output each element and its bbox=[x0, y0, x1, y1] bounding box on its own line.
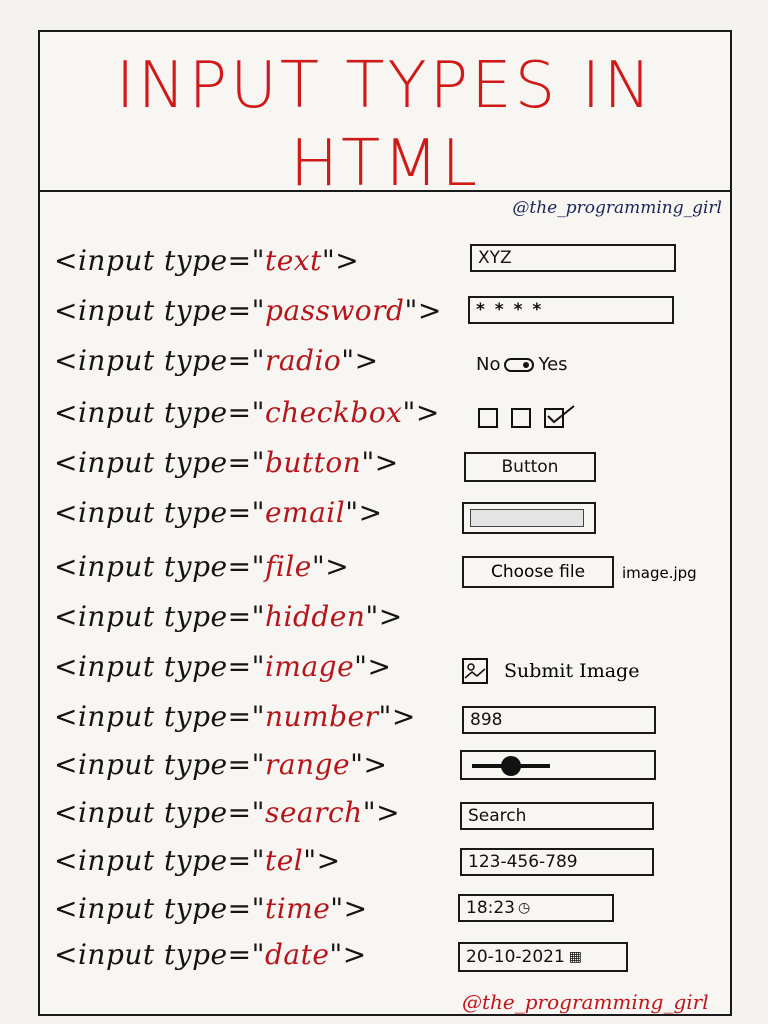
submit-image-label: Submit Image bbox=[504, 660, 640, 682]
author-handle-bottom: @the_programming_girl bbox=[462, 990, 709, 1014]
email-inner-field bbox=[470, 509, 584, 527]
author-handle-top: @the_programming_girl bbox=[512, 198, 722, 218]
search-input-demo[interactable]: Search bbox=[460, 802, 654, 830]
code-snippet: <input type="hidden"> bbox=[54, 600, 403, 633]
text-input-demo[interactable]: XYZ bbox=[470, 244, 676, 272]
code-snippet: <input type="tel"> bbox=[54, 844, 341, 877]
checkbox-2[interactable] bbox=[511, 408, 531, 428]
code-snippet: <input type="file"> bbox=[54, 550, 350, 583]
radio-label-no: No bbox=[476, 354, 501, 375]
code-snippet: <input type="button"> bbox=[54, 446, 399, 479]
calendar-icon: ▦ bbox=[568, 949, 583, 965]
radio-label-yes: Yes bbox=[538, 354, 568, 375]
code-snippet: <input type="email"> bbox=[54, 496, 383, 529]
date-input-demo[interactable] bbox=[458, 942, 628, 972]
range-input-demo[interactable] bbox=[460, 750, 656, 780]
notebook-sheet bbox=[38, 30, 732, 1016]
title-block bbox=[40, 32, 730, 201]
checkbox-1[interactable] bbox=[478, 408, 498, 428]
file-name-label: image.jpg bbox=[622, 564, 697, 582]
code-snippet: <input type="checkbox"> bbox=[54, 396, 440, 429]
code-snippet: <input type="date"> bbox=[54, 938, 367, 971]
code-snippet: <input type="range"> bbox=[54, 748, 388, 781]
image-submit-demo[interactable] bbox=[462, 658, 672, 688]
code-snippet: <input type="password"> bbox=[54, 294, 442, 327]
range-thumb[interactable] bbox=[501, 756, 521, 776]
radio-demo[interactable] bbox=[476, 354, 568, 375]
radio-toggle[interactable] bbox=[504, 358, 534, 372]
password-input-demo[interactable]: * * * * bbox=[468, 296, 674, 324]
image-icon bbox=[462, 658, 488, 684]
choose-file-button[interactable]: Choose file bbox=[462, 556, 614, 588]
page-title-line-2: HTML bbox=[289, 127, 481, 201]
time-value: 18:23 bbox=[466, 898, 515, 918]
code-snippet: <input type="radio"> bbox=[54, 344, 379, 377]
checkbox-demo bbox=[478, 408, 572, 432]
date-value: 20-10-2021 bbox=[466, 947, 565, 967]
button-demo[interactable]: Button bbox=[464, 452, 596, 482]
code-snippet: <input type="text"> bbox=[54, 244, 360, 277]
time-input-demo[interactable] bbox=[458, 894, 614, 922]
tel-input-demo[interactable]: 123-456-789 bbox=[460, 848, 654, 876]
number-input-demo[interactable]: 898 bbox=[462, 706, 656, 734]
code-snippet: <input type="image"> bbox=[54, 650, 392, 683]
checkbox-3-checked[interactable] bbox=[544, 408, 564, 428]
code-snippet: <input type="time"> bbox=[54, 892, 368, 925]
email-input-demo[interactable] bbox=[462, 502, 596, 534]
page-title-line-1: INPUT TYPES IN bbox=[115, 49, 655, 123]
clock-icon: ◷ bbox=[518, 900, 531, 916]
code-snippet: <input type="search"> bbox=[54, 796, 401, 829]
code-snippet: <input type="number"> bbox=[54, 700, 416, 733]
checkmark-icon bbox=[546, 404, 576, 426]
